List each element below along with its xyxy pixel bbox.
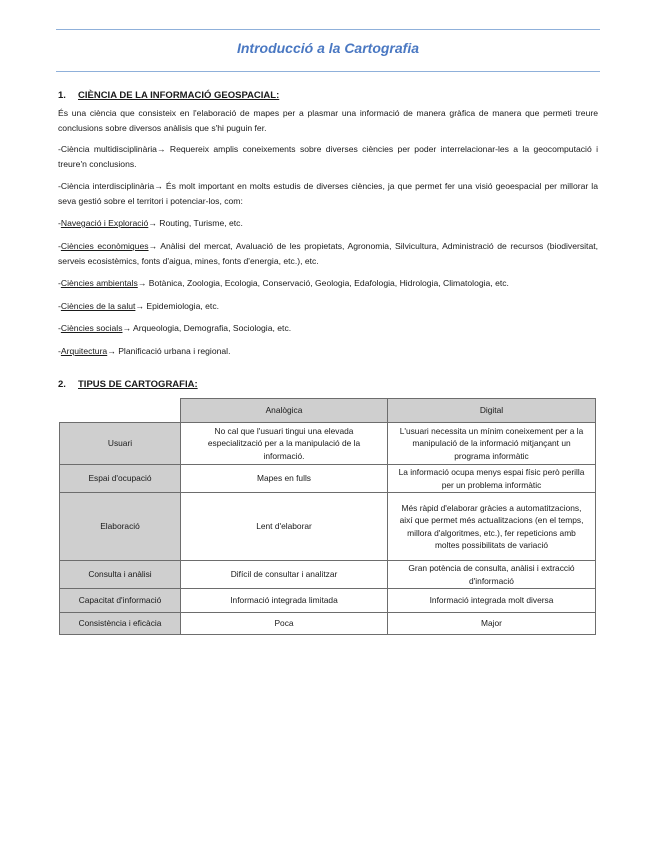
- arrow-icon: →: [148, 218, 157, 228]
- list-item-text: Arqueologia, Demografia, Sociologia, etc.: [131, 323, 292, 333]
- digital-cell: La informació ocupa menys espai físic però perilla per un problema informàtic: [388, 465, 596, 493]
- table-row: [60, 613, 596, 635]
- list-item: -Ciències ambientals→ Botànica, Zoologia, Ecologia, Conservació, Geologia, Edafologia, Hidrologia, Climatologia, etc.: [58, 278, 509, 288]
- list-item: -Ciències de la salut→ Epidemiologia, etc.: [58, 301, 219, 311]
- row-header: Consulta i anàlisi: [60, 561, 181, 589]
- document-title: Introducció a la Cartografia: [236, 40, 420, 56]
- list-item-text: Planificació urbana i regional.: [115, 346, 231, 356]
- list-item-text: Botànica, Zoologia, Ecologia, Conservació, Geologia, Edafologia, Hidrologia, Climatologia, etc.: [146, 278, 509, 288]
- section2-heading: [58, 379, 198, 390]
- multidisciplinary-label: -Ciència multidisciplinària: [58, 144, 157, 154]
- multidisciplinary-paragraph: [58, 142, 598, 171]
- section1-heading-text: CIÈNCIA DE LA INFORMACIÓ GEOSPACIAL:: [78, 90, 280, 101]
- list-item: -Navegació i Exploració→ Routing, Turisme, etc.: [58, 218, 243, 228]
- title-top-rule: [56, 29, 600, 30]
- digital-cell: Major: [388, 613, 596, 635]
- arrow-icon: →: [135, 301, 144, 311]
- arrow-icon: →: [154, 181, 163, 191]
- analog-cell: No cal que l'usuari tingui una elevada especialització per a la manipulació de la informació.: [181, 423, 388, 465]
- digital-cell: Informació integrada molt diversa: [388, 589, 596, 613]
- list-item-term: Ciències de la salut: [60, 301, 136, 311]
- arrow-icon: →: [137, 278, 147, 288]
- list-item-term: Navegació i Exploració: [60, 218, 149, 228]
- section2-heading-text: TIPUS DE CARTOGRAFIA:: [78, 379, 198, 390]
- cartography-types-table: [59, 398, 596, 635]
- analog-cell: Difícil de consultar i analitzar: [181, 561, 388, 589]
- analog-cell: Lent d'elaborar: [181, 493, 388, 561]
- list-item-text: Anàlisi del mercat, Avaluació de les propietats, Agronomia, Silvicultura, Administració de recursos (biodiversitat, serveis ecosistèmics, fonts d'aigua, mines, fonts d'energia, etc.), etc.: [58, 241, 598, 266]
- column-header-digital: Digital: [388, 399, 596, 423]
- list-item-text: Routing, Turisme, etc.: [156, 218, 243, 228]
- section1-intro: És una ciència que consisteix en l'elaboració de mapes per a plasmar una informació de manera gràfica de manera que permeti treure conclusions sobre diversos anàlisis que s'hi puguin fer.: [58, 108, 598, 133]
- multidisciplinary-text: Requereix amplis coneixements sobre diverses ciències per poder interrelacionar-les a la geocomputació i treure'n conclusions.: [58, 144, 598, 169]
- table-header-row: [60, 399, 596, 423]
- interdisciplinary-text: És molt important en molts estudis de diverses ciències, ja que permet fer una visió geoespacial per millorar la seva gestió sobre el territori i potenciar-los, com:: [58, 181, 598, 206]
- analog-cell: Mapes en fulls: [181, 465, 388, 493]
- list-item-term: Arquitectura: [60, 346, 108, 356]
- arrow-icon: →: [122, 323, 132, 333]
- table-corner-cell: [60, 399, 181, 423]
- row-header: Consistència i eficàcia: [60, 613, 181, 635]
- table-row: [60, 493, 596, 561]
- list-item-term: Ciències econòmiques: [60, 241, 149, 251]
- analog-cell: Informació integrada limitada: [181, 589, 388, 613]
- table-row: [60, 561, 596, 589]
- column-header-analog: Analògica: [181, 399, 388, 423]
- table-row: [60, 589, 596, 613]
- arrow-icon: →: [148, 241, 158, 251]
- section2-number: 2.: [58, 379, 66, 390]
- section1-number: 1.: [58, 90, 66, 101]
- digital-cell: Més ràpid d'elaborar gràcies a automatitzacions, així que permet més actualitzacions (en el temps, millora d'algoritmes, etc.), fer repeticions amb moltes possibilitats de variació: [388, 493, 596, 561]
- interdisciplinary-paragraph: [58, 179, 598, 208]
- arrow-icon: →: [107, 346, 116, 356]
- list-item-text: Epidemiologia, etc.: [144, 301, 219, 311]
- table-row: [60, 423, 596, 465]
- list-item: -Ciències econòmiques→ Anàlisi del mercat, Avaluació de les propietats, Agronomia, Silvicultura, Administració de recursos (biodiversitat, serveis ecosistèmics, fonts d'aigua, mines, fonts d'energia, etc.), etc.: [58, 241, 598, 266]
- digital-cell: L'usuari necessita un mínim coneixement per a la manipulació de la informació mitjançant un programa informàtic: [388, 423, 596, 465]
- list-item-term: Ciències ambientals: [60, 278, 138, 288]
- list-item: -Arquitectura→ Planificació urbana i regional.: [58, 346, 231, 356]
- section1-heading: [58, 90, 279, 101]
- row-header: Usuari: [60, 423, 181, 465]
- list-item-term: Ciències socials: [60, 323, 123, 333]
- interdisciplinary-label: -Ciència interdisciplinària: [58, 181, 155, 191]
- digital-cell: Gran potència de consulta, anàlisi i extracció d'informació: [388, 561, 596, 589]
- row-header: Espai d'ocupació: [60, 465, 181, 493]
- row-header: Capacitat d'informació: [60, 589, 181, 613]
- table-row: [60, 465, 596, 493]
- title-bottom-rule: [56, 71, 600, 72]
- row-header: Elaboració: [60, 493, 181, 561]
- list-item: -Ciències socials→ Arqueologia, Demografia, Sociologia, etc.: [58, 323, 292, 333]
- arrow-icon: →: [156, 144, 166, 154]
- analog-cell: Poca: [181, 613, 388, 635]
